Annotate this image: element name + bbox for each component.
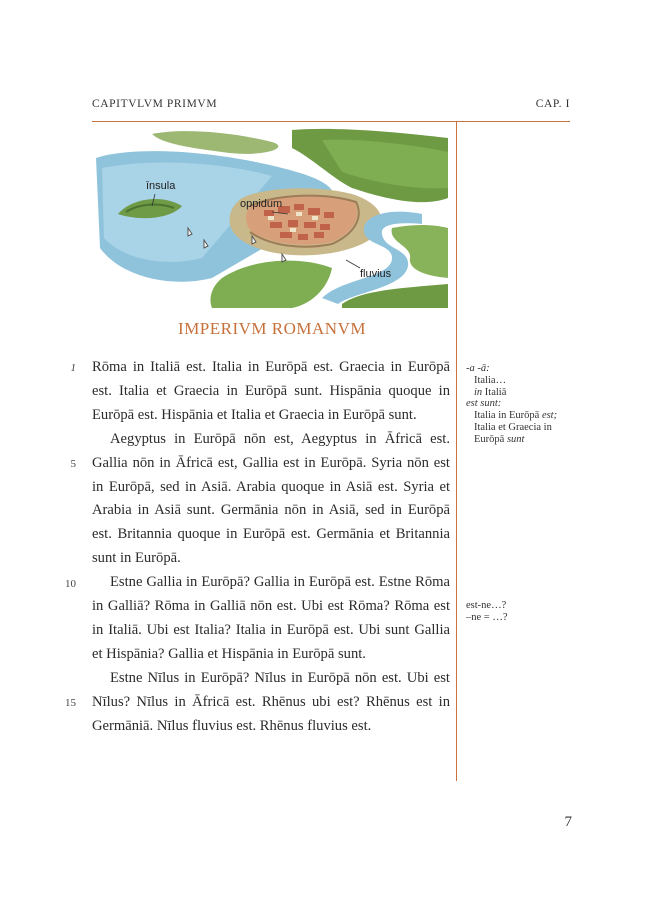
label-insula: īnsula [146,180,176,192]
margin-line: –ne = …? [466,611,508,623]
header-rule [92,121,570,122]
running-head [92,98,570,110]
margin-line: est sunt: [466,398,502,410]
running-head-left: CAPITVLVM PRIMVM [92,98,218,110]
marginal-note-endings [466,363,576,446]
main-text [92,356,450,739]
margin-line: Italia et Graecia in [474,421,552,433]
label-oppidum: oppidum [240,198,283,210]
label-fluvius: fluvius [360,268,392,280]
paragraph-4: Estne Nīlus in Eurōpā? Nīlus in Eurōpā nōn est. Ubi est Nīlus? Nīlus in Āfricā est. Rhēnus ubi est? Rhēnus est in Germāniā. Nīlus fluvius est. Rhēnus fluvius est. [92,669,450,734]
marginal-note-ne [466,600,576,624]
illustration-rome-map [92,128,448,308]
chapter-title: IMPERIVM ROMANVM [178,319,366,338]
margin-line: Eurōpā sunt [474,433,525,445]
paragraph-2: Aegyptus in Eurōpā nōn est, Aegyptus in Āfricā est. Gallia nōn in Āfricā est, Gallia est in Eurōpā. Syria nōn est in Eurōpā, sed in Asiā. Arabia quoque in Asiā est. Syria et Arabia in Asiā sunt. Germānia nōn in Asiā, sed in Eurōpā est. Britannia quoque in Eurōpā est. Germānia et Britannia sunt in Eurōpā. [92,430,450,567]
landscape-painting [92,128,448,308]
column-divider [456,121,457,781]
paragraph-1: Rōma in Italiā est. Italia in Eurōpā est. Graecia in Eurōpā est. Italia et Graecia in Eurōpā sunt. Hispānia quoque in Eurōpā est. Hispānia et Italia et Graecia in Eurōpā sunt. [92,359,450,423]
margin-line: -a -ā: [466,363,490,374]
line-number-10: 10 [65,578,76,590]
page-number: 7 [564,814,572,830]
line-number-15: 15 [65,697,76,709]
paragraph-3: Estne Gallia in Eurōpā? Gallia in Eurōpā est. Estne Rōma in Galliā? Rōma in Galliā nōn est. Ubi est Rōma? Rōma est in Italiā. Ubi est Italia? Italia in Eurōpā est. Ubi sunt Gallia et Hispānia? Gallia et Hispānia in Eurōpā sunt. [92,574,450,662]
line-number-1: 1 [70,362,76,374]
margin-line: in Italiā [474,386,507,398]
line-number-5: 5 [70,458,76,470]
margin-line: Italia… [474,374,507,386]
margin-line: est-ne…? [466,600,507,611]
running-head-right: CAP. I [535,98,570,110]
margin-line: Italia in Eurōpā est; [474,410,558,422]
